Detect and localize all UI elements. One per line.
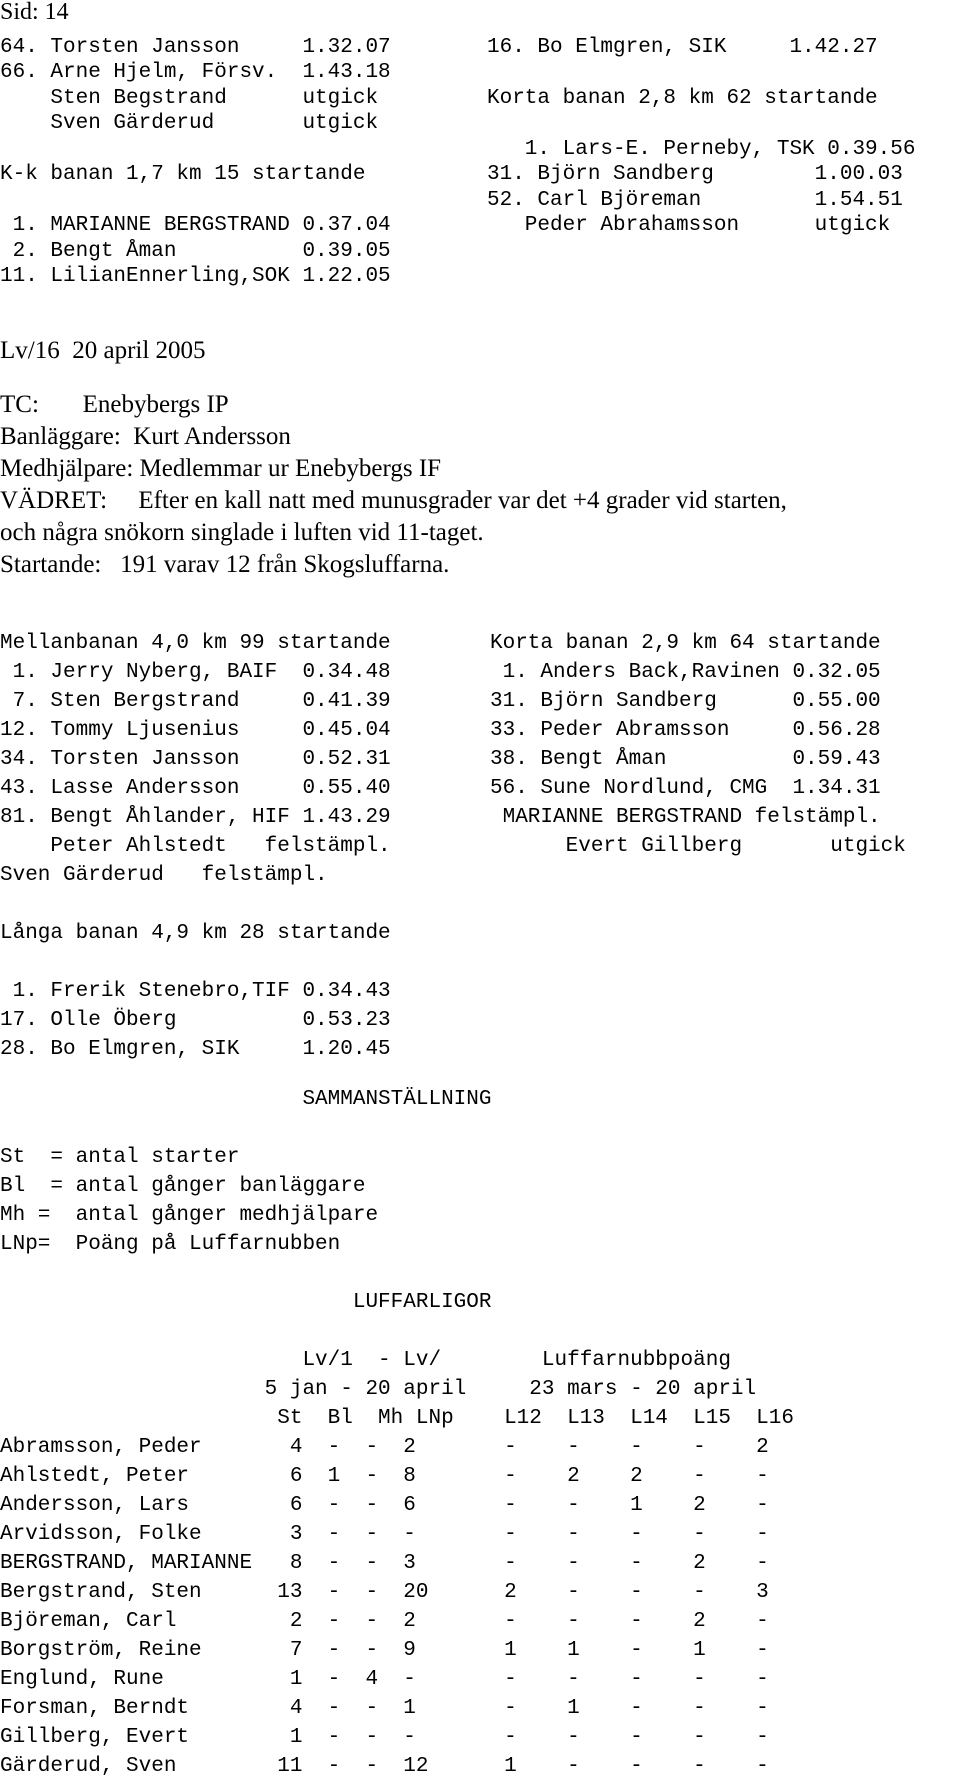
info-line: och några snökorn singlade i luften vid 11-taget. — [0, 519, 484, 546]
text-line: 52. Carl Björeman 1.54.51 — [487, 189, 903, 212]
table-row: Englund, Rune 1 - 4 - - - - - - — [0, 1668, 769, 1691]
text-line: 66. Arne Hjelm, Försv. 1.43.18 — [0, 61, 391, 84]
text-line: 56. Sune Nordlund, CMG 1.34.31 — [490, 777, 881, 800]
legend-line: St = antal starter — [0, 1146, 240, 1169]
text-line: 7. Sten Bergstrand 0.41.39 — [0, 690, 391, 713]
table-row: Bergstrand, Sten 13 - - 20 2 - - - 3 — [0, 1581, 769, 1604]
text-line: Sten Begstrand utgick — [0, 87, 379, 110]
text-line: Peder Abrahamsson utgick — [487, 214, 891, 237]
text-line: Sven Gärderud felstämpl. — [0, 864, 328, 887]
info-line: TC: Enebybergs IP — [0, 391, 229, 418]
text-line: 2. Bengt Åman 0.39.05 — [0, 240, 391, 263]
legend-line: LNp= Poäng på Luffarnubben — [0, 1233, 341, 1256]
text-line: MARIANNE BERGSTRAND felstämpl. — [490, 806, 881, 829]
table-header: Lv/1 - Lv/ Luffarnubbpoäng — [0, 1349, 731, 1372]
text-line: Långa banan 4,9 km 28 startande — [0, 922, 391, 945]
text-line: 31. Björn Sandberg 1.00.03 — [487, 163, 903, 186]
text-line: 38. Bengt Åman 0.59.43 — [490, 748, 881, 771]
text-line: Sven Gärderud utgick — [0, 112, 379, 135]
table-row: Björeman, Carl 2 - - 2 - - - 2 - — [0, 1610, 769, 1633]
info-line: Startande: 191 varav 12 från Skogsluffarna. — [0, 551, 450, 578]
text-line: 81. Bengt Åhlander, HIF 1.43.29 — [0, 806, 391, 829]
text-line: Evert Gillberg utgick — [490, 835, 906, 858]
table-row: Abramsson, Peder 4 - - 2 - - - - 2 — [0, 1436, 769, 1459]
table-row: Arvidsson, Folke 3 - - - - - - - - — [0, 1523, 769, 1546]
lv-title: Lv/16 20 april 2005 — [0, 337, 206, 364]
table-row: Borgström, Reine 7 - - 9 1 1 - 1 - — [0, 1639, 769, 1662]
text-line: 17. Olle Öberg 0.53.23 — [0, 1009, 391, 1032]
table-row: Ahlstedt, Peter 6 1 - 8 - 2 2 - - — [0, 1465, 769, 1488]
text-line: 31. Björn Sandberg 0.55.00 — [490, 690, 881, 713]
legend-line: Bl = antal gånger banläggare — [0, 1175, 366, 1198]
page-header: Sid: 14 — [0, 0, 69, 25]
text-line: 64. Torsten Jansson 1.32.07 — [0, 36, 391, 59]
text-line: 1. MARIANNE BERGSTRAND 0.37.04 — [0, 214, 391, 237]
text-line: 1. Frerik Stenebro,TIF 0.34.43 — [0, 980, 391, 1003]
text-line: 1. Jerry Nyberg, BAIF 0.34.48 — [0, 661, 391, 684]
text-line: 43. Lasse Andersson 0.55.40 — [0, 777, 391, 800]
section-title: SAMMANSTÄLLNING — [0, 1088, 492, 1111]
info-line: VÄDRET: Efter en kall natt med munusgrader var det +4 grader vid starten, — [0, 487, 787, 514]
text-line: 12. Tommy Ljusenius 0.45.04 — [0, 719, 391, 742]
info-line: Medhjälpare: Medlemmar ur Enebybergs IF — [0, 455, 442, 482]
section-title: LUFFARLIGOR — [0, 1291, 492, 1314]
text-line: 28. Bo Elmgren, SIK 1.20.45 — [0, 1038, 391, 1061]
text-line: Korta banan 2,9 km 64 startande — [490, 632, 881, 655]
text-line: 33. Peder Abramsson 0.56.28 — [490, 719, 881, 742]
table-row: BERGSTRAND, MARIANNE 8 - - 3 - - - 2 - — [0, 1552, 769, 1575]
text-line: 1. Anders Back,Ravinen 0.32.05 — [490, 661, 881, 684]
table-header: 5 jan - 20 april 23 mars - 20 april — [0, 1378, 757, 1401]
info-line: Banläggare: Kurt Andersson — [0, 423, 291, 450]
legend-line: Mh = antal gånger medhjälpare — [0, 1204, 379, 1227]
text-line: 11. LilianEnnerling,SOK 1.22.05 — [0, 265, 391, 288]
text-line: K-k banan 1,7 km 15 startande — [0, 163, 366, 186]
table-header: St Bl Mh LNp L12 L13 L14 L15 L16 — [0, 1407, 794, 1430]
text-line: 16. Bo Elmgren, SIK 1.42.27 — [487, 36, 878, 59]
text-line: Mellanbanan 4,0 km 99 startande — [0, 632, 391, 655]
table-row: Andersson, Lars 6 - - 6 - - 1 2 - — [0, 1494, 769, 1517]
table-row: Gillberg, Evert 1 - - - - - - - - — [0, 1726, 769, 1749]
text-line: Korta banan 2,8 km 62 startande — [487, 87, 878, 110]
text-line: 1. Lars-E. Perneby, TSK 0.39.56 — [487, 138, 916, 161]
text-line: 34. Torsten Jansson 0.52.31 — [0, 748, 391, 771]
table-row: Gärderud, Sven 11 - - 12 1 - - - - — [0, 1755, 769, 1778]
table-row: Forsman, Berndt 4 - - 1 - 1 - - - — [0, 1697, 769, 1720]
text-line: Peter Ahlstedt felstämpl. — [0, 835, 391, 858]
